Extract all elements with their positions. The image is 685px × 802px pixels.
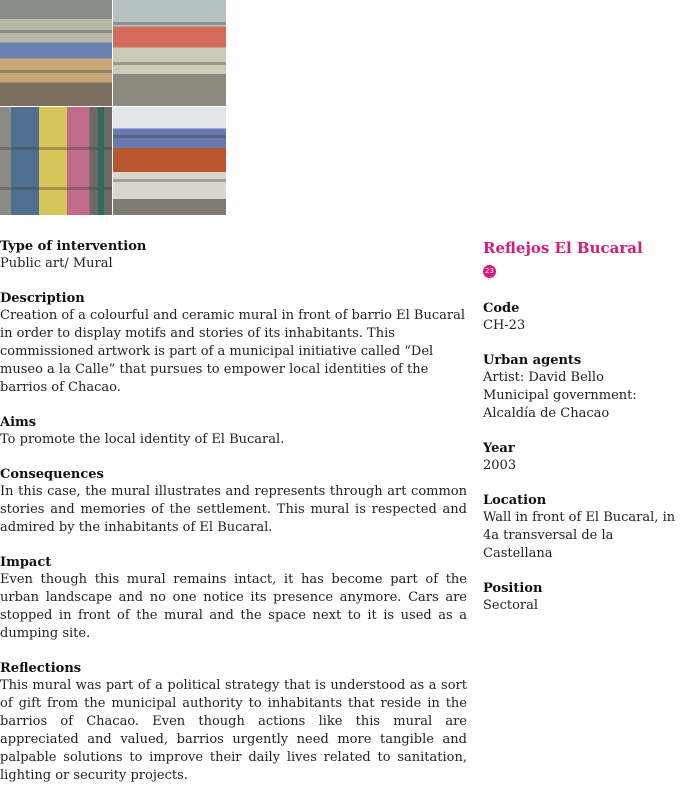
project-number-badge: 23	[483, 265, 496, 278]
section-code	[483, 300, 685, 335]
section-text: Municipal government: Alcaldía de Chacao	[483, 388, 637, 421]
section-label: Aims	[0, 415, 37, 430]
section-text: This mural was part of a political strategy that is understood as a sort of gift from the municipal authority to inhabitants that reside in the barrios of Chacao. Even though actions like this mural are appreciated and valued, barrios urgently need more tangible and palpable solutions to improve their daily lives related to sanitation, lighting or security projects.	[0, 678, 467, 783]
section-text: Public art/ Mural	[0, 256, 113, 271]
section-text: Artist: David Bello	[483, 370, 604, 385]
section-label: Impact	[0, 555, 52, 570]
section-year	[483, 440, 685, 475]
section-text: Creation of a colourful and ceramic mural in front of barrio El Bucaral in order to display motifs and stories of its inhabitants. This commissioned artwork is part of a municipal initiative called “Del museo a la Calle” that pursues to empower local identities of the barrios of Chacao.	[0, 308, 465, 395]
mural-photo-2	[113, 0, 226, 106]
section-description	[0, 290, 467, 397]
section-text: In this case, the mural illustrates and represents through art common stories and memories of the settlement. This mural is respected and admired by the inhabitants of El Bucaral.	[0, 484, 467, 535]
section-impact	[0, 554, 467, 643]
section-text: Even though this mural remains intact, it has become part of the urban landscape and no one notice its presence anymore. Cars are stopped in front of the mural and the space next to it is used as a dumping site.	[0, 572, 467, 641]
section-label: Urban agents	[483, 353, 582, 368]
section-text: Wall in front of El Bucaral, in 4a transversal de la Castellana	[483, 510, 676, 561]
mural-photo-3	[0, 107, 112, 215]
section-label: Year	[483, 441, 515, 456]
section-position	[483, 580, 685, 615]
section-text: 2003	[483, 458, 517, 473]
section-label: Reflections	[0, 661, 82, 676]
mural-photo-1	[0, 0, 112, 106]
section-reflections	[0, 660, 467, 785]
section-location	[483, 492, 685, 563]
section-label: Consequences	[0, 467, 104, 482]
mural-photo-4	[113, 107, 226, 215]
section-text: CH-23	[483, 318, 526, 333]
section-consequences	[0, 466, 467, 537]
section-label: Code	[483, 301, 520, 316]
section-label: Description	[0, 291, 85, 306]
section-label: Type of intervention	[0, 239, 147, 254]
section-label: Position	[483, 581, 543, 596]
section-text: Sectoral	[483, 598, 539, 613]
pole	[98, 107, 104, 215]
section-aims	[0, 414, 467, 449]
section-label: Location	[483, 493, 547, 508]
mural-photo-collage	[0, 0, 226, 215]
section-urban-agents	[483, 352, 685, 423]
project-title: Reflejos El Bucaral	[483, 239, 643, 257]
right-column	[483, 238, 685, 632]
section-type-of-intervention	[0, 238, 467, 273]
left-column	[0, 238, 467, 802]
section-text: To promote the local identity of El Bucaral.	[0, 432, 285, 447]
